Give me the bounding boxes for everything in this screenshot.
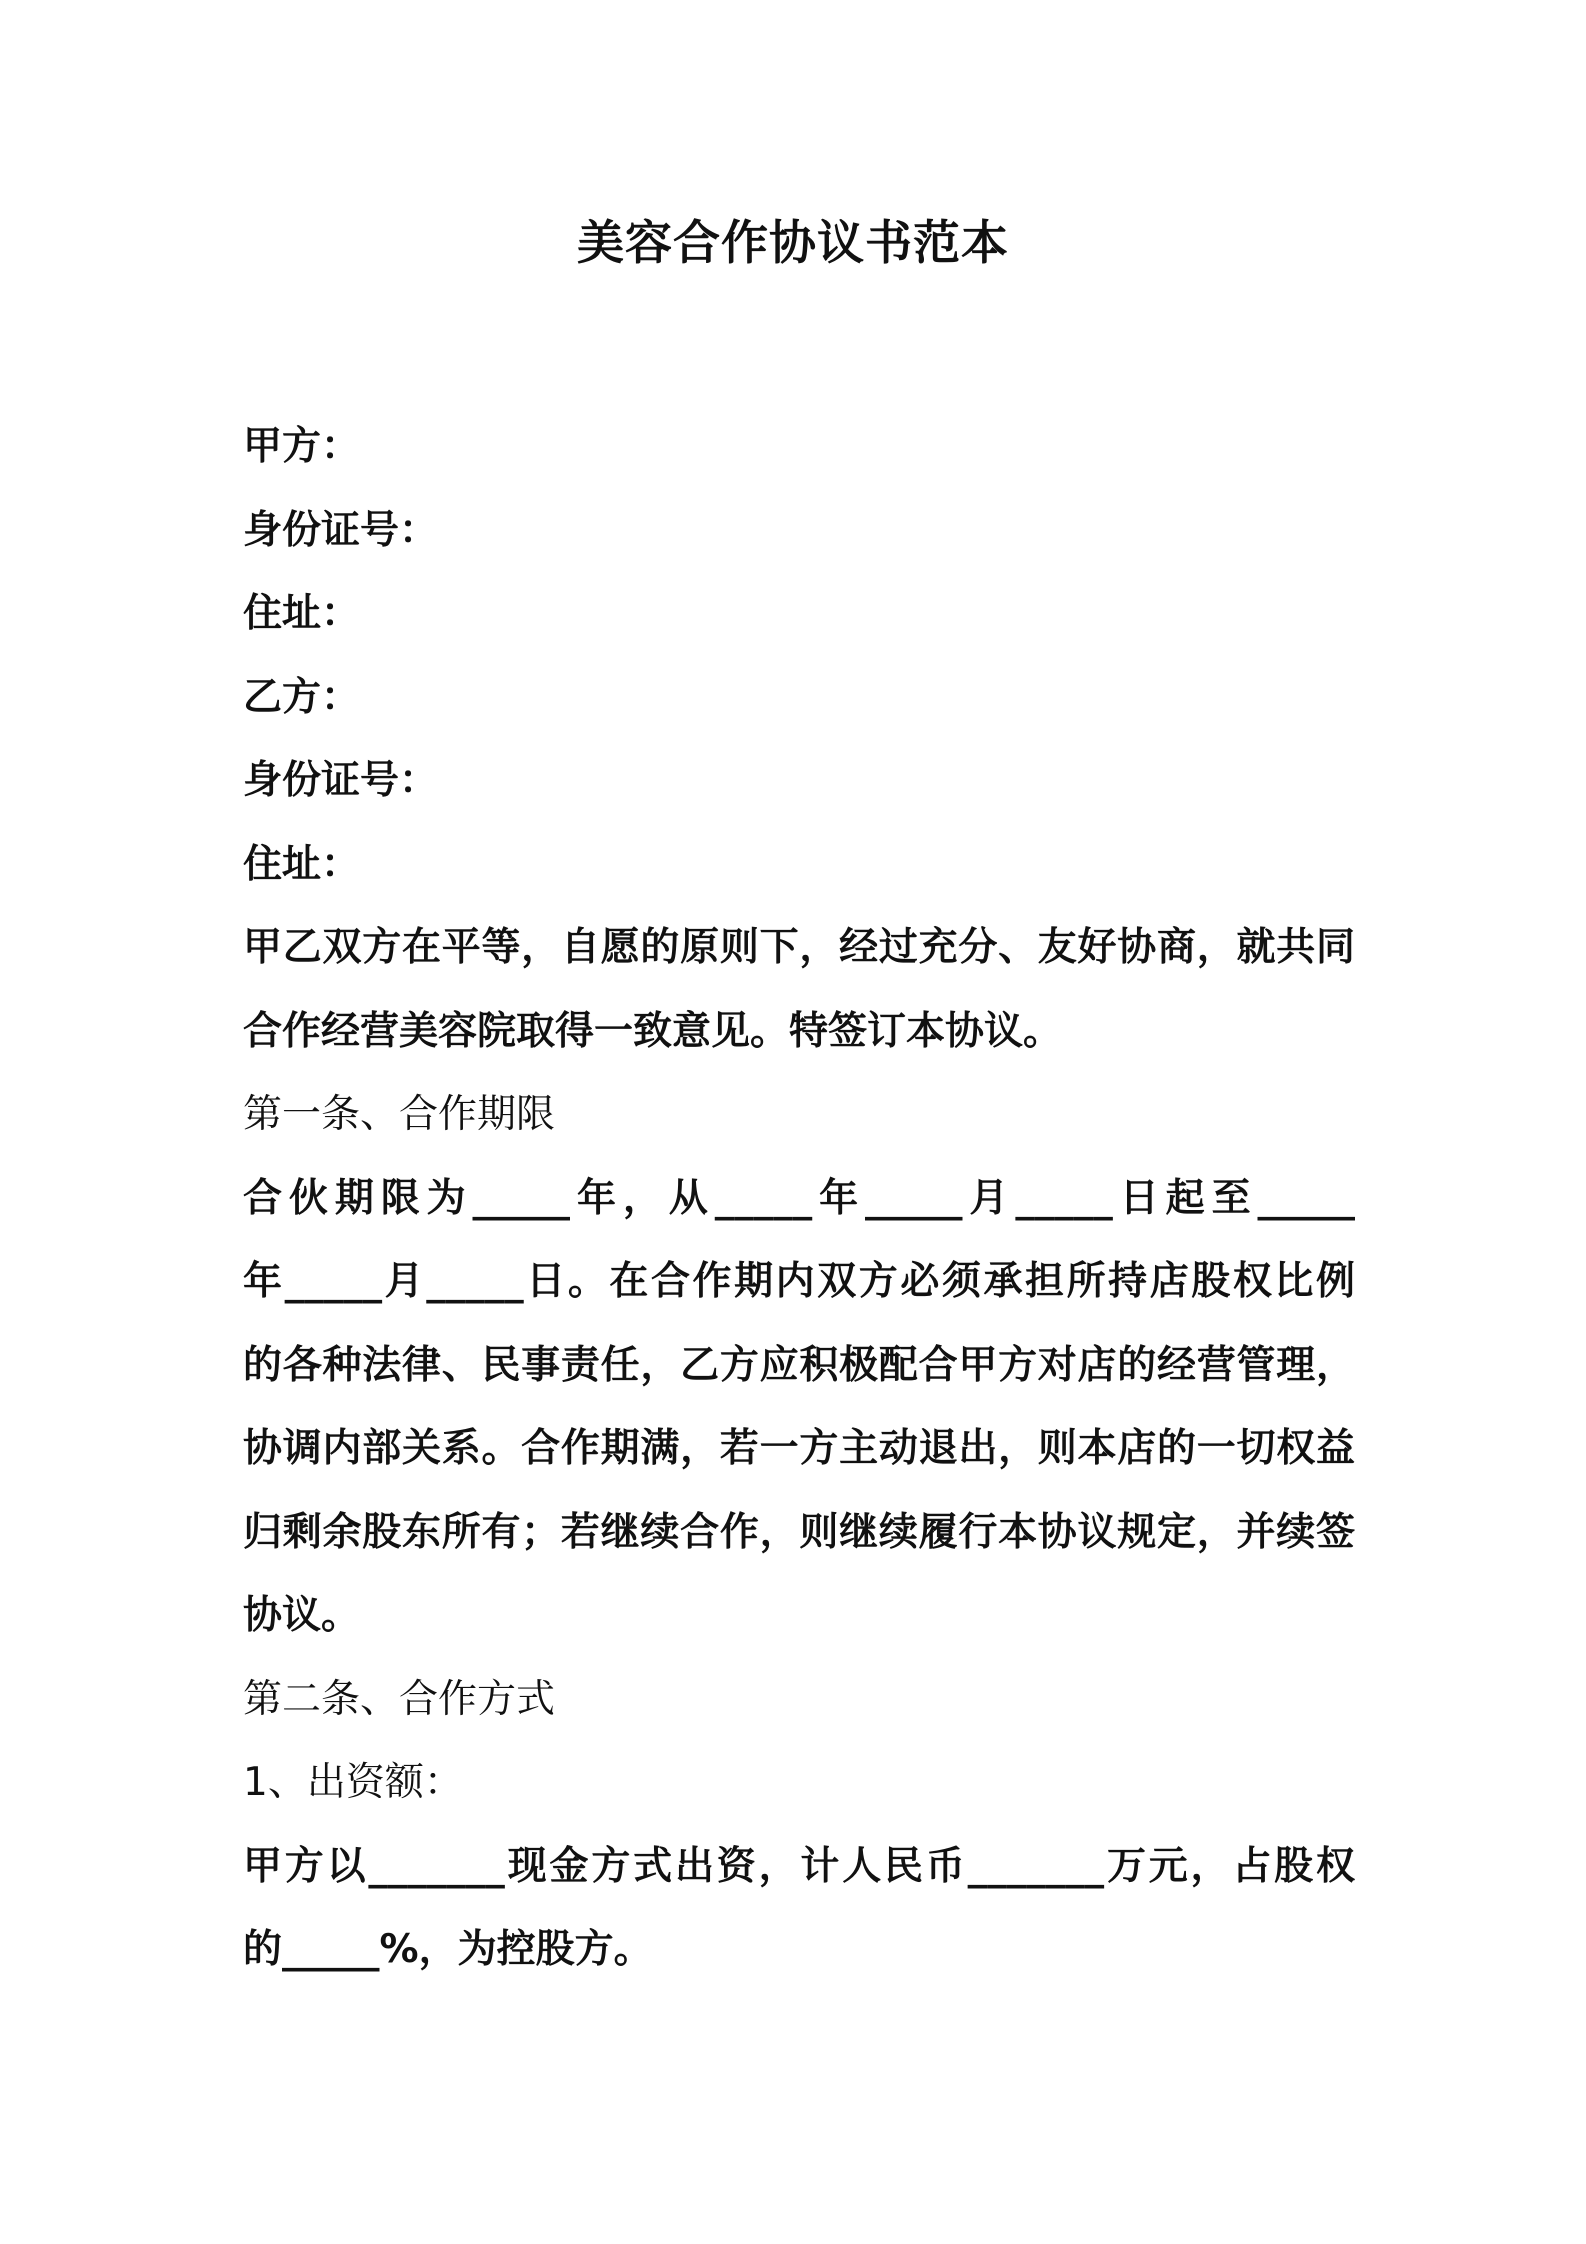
article-1-heading: 第一条、合作期限 [243, 1092, 556, 1137]
article-1-line-6: 协议。 [243, 1593, 361, 1638]
document-body [243, 405, 1355, 1992]
party-a-name-label: 甲方： [243, 424, 361, 469]
article-2-heading: 第二条、合作方式 [243, 1676, 556, 1722]
article-1-line-1: 合伙期限为_____年，从_____年_____月_____日起至_____ [243, 1175, 1355, 1221]
intro-line-1: 甲乙双方在平等，自愿的原则下，经过充分、友好协商，就共同 [243, 925, 1355, 970]
article-1-line-4: 协调内部关系。合作期满，若一方主动退出，则本店的一切权益 [243, 1426, 1355, 1471]
article-1-line-3: 的各种法律、民事责任，乙方应积极配合甲方对店的经营管理， [243, 1342, 1355, 1388]
article-2-line-1: 甲方以_______现金方式出资，计人民币_______万元，占股权 [243, 1843, 1355, 1889]
party-a-id-label: 身份证号： [243, 507, 439, 553]
article-1-line-2: 年_____月_____日。在合作期内双方必须承担所持店股权比例 [243, 1259, 1355, 1304]
party-b-address-label: 住址： [243, 841, 361, 887]
article-1-line-5: 归剩余股东所有；若继续合作，则继续履行本协议规定，并续签 [243, 1509, 1355, 1555]
intro-line-2: 合作经营美容院取得一致意见。特签订本协议。 [243, 1008, 1063, 1054]
party-b-id-label: 身份证号： [243, 758, 439, 803]
party-b-name-label: 乙方： [243, 674, 361, 720]
article-2-line-2: 的_____%，为控股方。 [243, 1927, 653, 1972]
party-a-address-label: 住址： [243, 591, 361, 636]
document-title: 美容合作协议书范本 [577, 216, 1009, 271]
article-2-sub-heading: 1、出资额： [243, 1760, 463, 1805]
